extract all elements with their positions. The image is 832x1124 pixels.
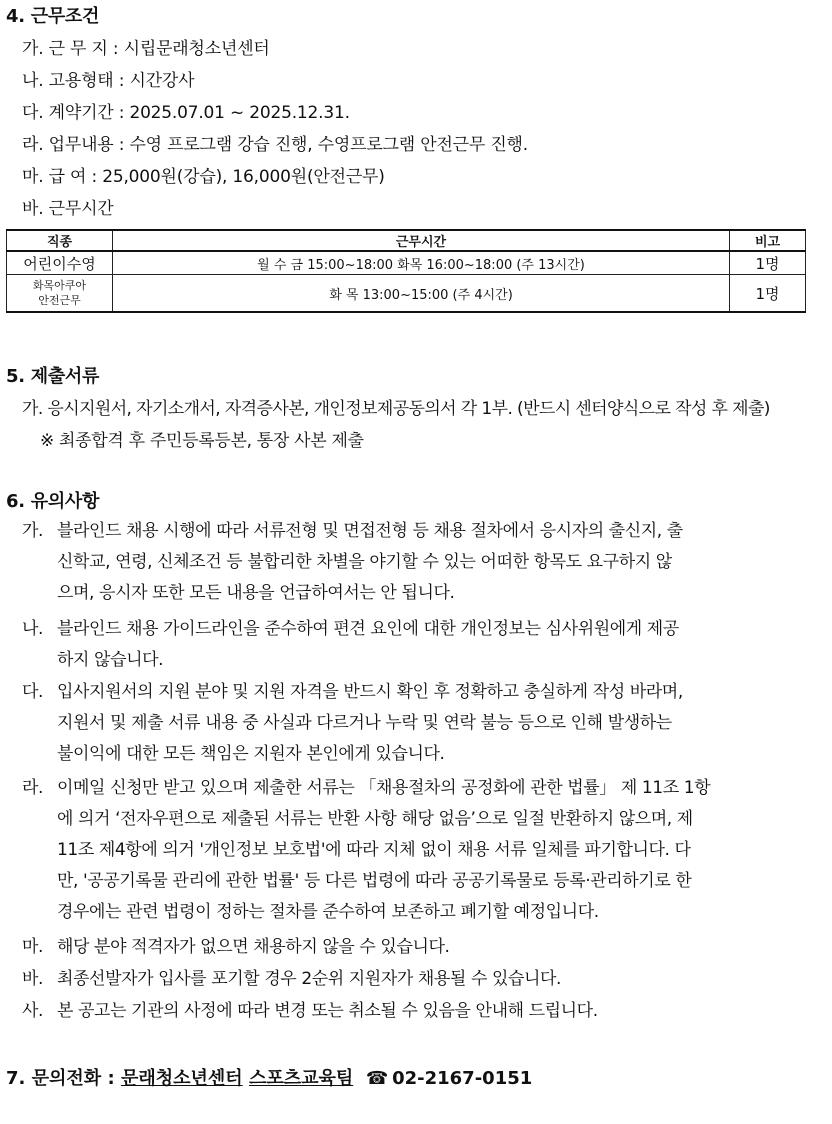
section6-item-ba — [22, 964, 806, 995]
item-marker: 나. — [22, 619, 44, 639]
item-line: 지원서 및 제출 서류 내용 중 사실과 다르거나 누락 및 연락 불능 등으로 인해 발생하는 — [57, 713, 672, 733]
section4-item-salary: 마. 급 여 : 25,000원(강습), 16,000원(안전근무) — [22, 167, 385, 187]
job-type-line2: 안전근무 — [38, 294, 81, 307]
item-line: 11조 제4항에 의거 '개인정보 보호법'에 따라 지체 없이 채용 서류 일체를 파기합니다. 다 — [57, 840, 691, 860]
section4-item-contract-period: 다. 계약기간 : 2025.07.01 ~ 2025.12.31. — [22, 103, 350, 123]
table-cell-job-type: 어린이수영 — [7, 251, 113, 275]
item-line: 만, '공공기록물 관리에 관한 법률' 등 다른 법령에 따라 공공기록물로 등록·관리하기로 한 — [57, 871, 692, 891]
item-line: 블라인드 채용 가이드라인을 준수하여 편견 요인에 대한 개인정보는 심사위원에게 제공 — [57, 619, 679, 639]
item-line: 블라인드 채용 시행에 따라 서류전형 및 면접전형 등 채용 절차에서 응시자의 출신지, 출 — [57, 521, 683, 541]
section6-item-ra — [22, 773, 806, 928]
work-schedule-table — [6, 229, 806, 313]
table-cell-work-time: 월 수 금 15:00~18:00 화목 16:00~18:00 (주 13시간) — [113, 251, 730, 275]
item-line: 으며, 응시자 또한 모든 내용을 언급하여서는 안 됩니다. — [57, 583, 455, 603]
contact-label: 7. 문의전화 : — [6, 1068, 115, 1089]
item-marker: 사. — [22, 1001, 44, 1021]
table-header-work-time: 근무시간 — [113, 230, 730, 251]
table-header-note: 비고 — [730, 230, 806, 251]
contact-center: 문래청소년센터 — [120, 1068, 243, 1089]
item-line: 신학교, 연령, 신체조건 등 불합리한 차별을 야기할 수 있는 어떠한 항목도 요구하지 않 — [57, 552, 672, 572]
contact-phone[interactable]: 02-2167-0151 — [392, 1068, 533, 1089]
item-line: 에 의거 ‘전자우편으로 제출된 서류는 반환 사항 해당 없음’으로 일절 반환하지 않으며, 제 — [57, 809, 693, 829]
item-line: 하지 않습니다. — [57, 650, 164, 670]
item-line: 본 공고는 기관의 사정에 따라 변경 또는 취소될 수 있음을 안내해 드립니다. — [57, 1001, 598, 1021]
phone-icon: ☎ — [365, 1068, 389, 1089]
item-marker: 라. — [22, 778, 44, 798]
item-marker: 가. — [22, 521, 44, 541]
job-type-line1: 화목아쿠아 — [32, 279, 87, 292]
section4-item-location: 가. 근 무 지 : 시립문래청소년센터 — [22, 39, 270, 59]
section4-item-employment-type: 나. 고용형태 : 시간강사 — [22, 71, 195, 91]
item-line: 경우에는 관련 법령이 정하는 절차를 준수하여 보존하고 폐기할 예정입니다. — [57, 902, 599, 922]
section4-heading: 4. 근무조건 — [6, 6, 100, 27]
item-line: 입사지원서의 지원 분야 및 지원 자격을 반드시 확인 후 정확하고 충실하게 작성 바라며, — [57, 682, 683, 702]
section7-contact — [6, 1064, 532, 1090]
section5-note: ※ 최종합격 후 주민등록등본, 통장 사본 제출 — [40, 431, 364, 451]
item-marker: 다. — [22, 682, 44, 702]
section6-item-ma — [22, 932, 806, 963]
item-line: 최종선발자가 입사를 포기할 경우 2순위 지원자가 채용될 수 있습니다. — [57, 969, 562, 989]
section6-item-da — [22, 677, 806, 770]
table-cell-work-time: 화 목 13:00~15:00 (주 4시간) — [113, 275, 730, 313]
table-header-row — [7, 230, 806, 251]
table-cell-note: 1명 — [730, 251, 806, 275]
section6-item-na — [22, 614, 806, 676]
table-row — [7, 251, 806, 275]
section5-item-documents: 가. 응시지원서, 자기소개서, 자격증사본, 개인정보제공동의서 각 1부. (반드시 센터양식으로 작성 후 제출) — [22, 399, 770, 419]
item-marker: 바. — [22, 969, 44, 989]
section5-heading: 5. 제출서류 — [6, 366, 100, 387]
table-header-job-type: 직종 — [7, 230, 113, 251]
item-marker: 마. — [22, 937, 44, 957]
item-line: 불이익에 대한 모든 책임은 지원자 본인에게 있습니다. — [57, 744, 445, 764]
section4-item-work-hours: 바. 근무시간 — [22, 199, 114, 219]
contact-team: 스포츠교육팀 — [248, 1068, 354, 1089]
section6-item-sa — [22, 996, 806, 1027]
section4-item-duties: 라. 업무내용 : 수영 프로그램 강습 진행, 수영프로그램 안전근무 진행. — [22, 135, 528, 155]
item-line: 이메일 신청만 받고 있으며 제출한 서류는 「채용절차의 공정화에 관한 법률」 제 11조 1항 — [57, 778, 711, 798]
table-cell-job-type — [7, 275, 113, 313]
item-line: 해당 분야 적격자가 없으면 채용하지 않을 수 있습니다. — [57, 937, 450, 957]
table-row — [7, 275, 806, 313]
section6-item-ga — [22, 516, 806, 609]
section6-heading: 6. 유의사항 — [6, 491, 100, 512]
table-cell-note: 1명 — [730, 275, 806, 313]
